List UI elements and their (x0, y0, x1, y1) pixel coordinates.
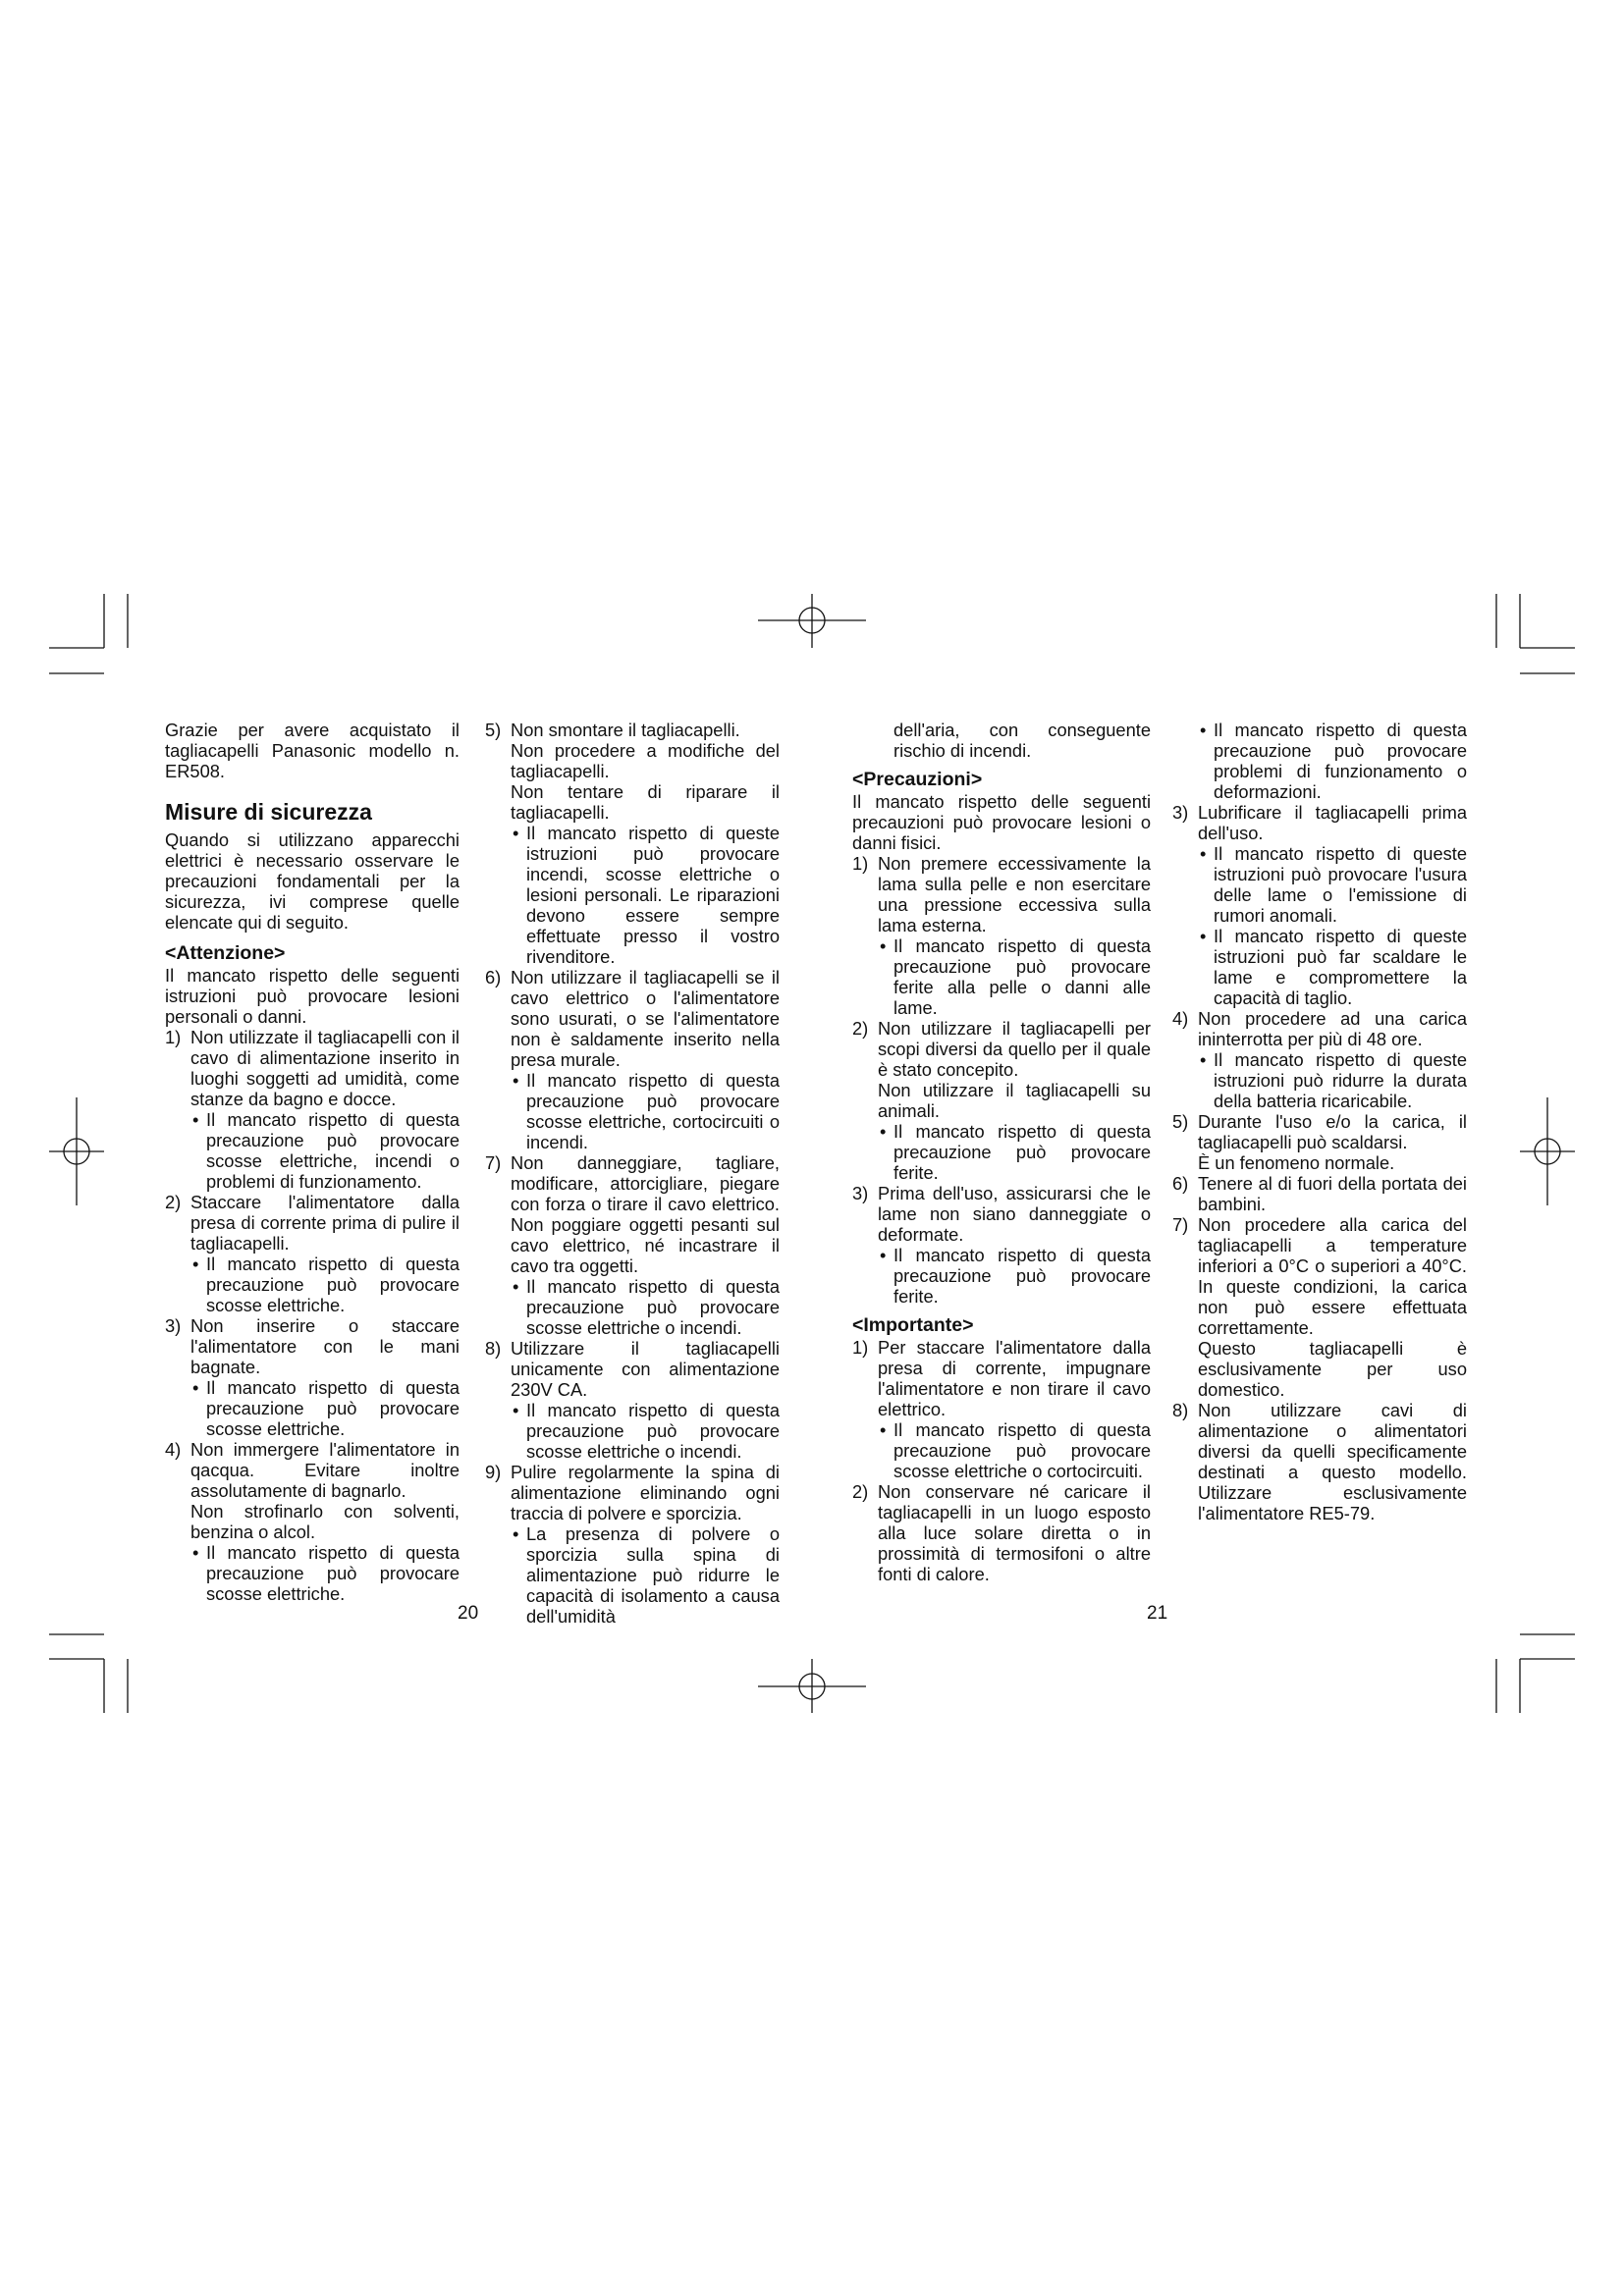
item-number: 5) (485, 720, 502, 740)
item-text-continued: Non utilizzare il tagliacapelli su animali. (878, 1080, 1151, 1121)
item-text: Durante l'uso e/o la carica, il tagliacapelli può scaldarsi. (1198, 1111, 1467, 1152)
item-number: 3) (1172, 802, 1189, 823)
bullet-item (1172, 1049, 1467, 1111)
item-number: 2) (852, 1018, 869, 1039)
list-item (485, 1338, 780, 1400)
page-number-left: 20 (458, 1603, 479, 1624)
item-number: 8) (1172, 1400, 1189, 1420)
bullet-icon: • (192, 1109, 199, 1130)
bullet-item (1172, 926, 1467, 1008)
bullet-item (485, 1400, 780, 1462)
item-text: Lubrificare il tagliacapelli prima dell'uso. (1198, 802, 1467, 843)
bullet-item (485, 1523, 780, 1627)
bullet-item (852, 1245, 1151, 1307)
bullet-text: Il mancato rispetto di questa precauzione può provocare problemi di funzionamento o deformazioni. (1214, 720, 1467, 802)
list-item (165, 1027, 460, 1109)
bullet-text: Il mancato rispetto di queste istruzioni può provocare incendi, scosse elettriche o lesioni personali. Le riparazioni devono essere sempre effettuate presso il vostro rivenditore. (526, 823, 780, 967)
precauzioni-intro: Il mancato rispetto delle seguenti precauzioni può provocare lesioni o danni fisici. (852, 791, 1151, 853)
list-item (852, 1481, 1151, 1584)
item-text: Per staccare l'alimentatore dalla presa di corrente, impugnare l'alimentatore e non tirare il cavo elettrico. (878, 1337, 1151, 1419)
bullet-text: Il mancato rispetto di queste istruzioni può far scaldare le lame e compromettere la capacità di taglio. (1214, 926, 1467, 1008)
section-title: Misure di sicurezza (165, 799, 372, 825)
column-2 (485, 720, 780, 1627)
bullet-icon: • (880, 1121, 887, 1142)
bullet-item (852, 1121, 1151, 1183)
bullet-item (165, 1542, 460, 1604)
bullet-item (165, 1377, 460, 1439)
item-number: 4) (1172, 1008, 1189, 1029)
bullet-text: Il mancato rispetto di questa precauzione può provocare ferite. (893, 1121, 1151, 1183)
item-text: Non utilizzare il tagliacapelli per scopi diversi da quello per il quale è stato concepito. (878, 1018, 1151, 1080)
bullet-icon: • (880, 935, 887, 956)
column-1 (165, 720, 460, 1604)
item-text: Prima dell'uso, assicurarsi che le lame non siano danneggiate o deformate. (878, 1183, 1151, 1245)
list-item (485, 720, 780, 740)
bullet-item (485, 1070, 780, 1152)
list-item (852, 853, 1151, 935)
item-text: Non utilizzare cavi di alimentazione o alimentatori diversi da quelli specificamente destinati a questo modello. Utilizzare esclusivamente l'alimentatore RE5-79. (1198, 1400, 1467, 1523)
item-text-continued: È un fenomeno normale. (1198, 1152, 1395, 1173)
list-item (1172, 1214, 1467, 1338)
bullet-item (852, 1419, 1151, 1481)
item-number: 8) (485, 1338, 502, 1359)
attenzione-heading: <Attenzione> (165, 942, 286, 964)
bullet-text: Il mancato rispetto di queste istruzioni può ridurre la durata della batteria ricaricabile. (1214, 1049, 1467, 1111)
list-item (852, 1337, 1151, 1419)
bullet-text: Il mancato rispetto di questa precauzione può provocare scosse elettriche o incendi. (526, 1400, 780, 1462)
bullet-item (1172, 720, 1467, 802)
item-text: Staccare l'alimentatore dalla presa di corrente prima di pulire il tagliacapelli. (190, 1192, 460, 1254)
item-number: 6) (1172, 1173, 1189, 1194)
bullet-text: Il mancato rispetto di questa precauzione può provocare ferite. (893, 1245, 1151, 1307)
item-text-continued: Questo tagliacapelli è esclusivamente per uso domestico. (1198, 1338, 1467, 1400)
bullet-item (165, 1109, 460, 1192)
bullet-icon: • (513, 1523, 519, 1544)
item-text: Utilizzare il tagliacapelli unicamente con alimentazione 230V CA. (511, 1338, 780, 1400)
bullet-icon: • (192, 1542, 199, 1563)
bullet-item (165, 1254, 460, 1315)
list-item (485, 1462, 780, 1523)
attenzione-intro: Il mancato rispetto delle seguenti istruzioni può provocare lesioni personali o danni. (165, 965, 460, 1027)
list-item (1172, 1111, 1467, 1152)
list-item (485, 1152, 780, 1276)
bullet-text: Il mancato rispetto di questa precauzione può provocare scosse elettriche o cortocircuiti. (893, 1419, 1151, 1481)
item-number: 4) (165, 1439, 182, 1460)
bullet-item (1172, 843, 1467, 926)
bullet-icon: • (513, 1276, 519, 1297)
list-item (165, 1439, 460, 1501)
bullet-text-continued: dell'aria, con conseguente rischio di incendi. (893, 720, 1151, 761)
item-number: 9) (485, 1462, 502, 1482)
item-text-continued: Non tentare di riparare il tagliacapelli. (511, 781, 780, 823)
bullet-text: Il mancato rispetto di questa precauzione può provocare scosse elettriche, incendi o problemi di funzionamento. (206, 1109, 460, 1192)
item-number: 6) (485, 967, 502, 988)
bullet-icon: • (513, 823, 519, 843)
bullet-icon: • (1200, 926, 1207, 946)
item-number: 1) (852, 1337, 869, 1358)
bullet-icon: • (1200, 720, 1207, 740)
column-4 (1172, 720, 1467, 1523)
bullet-icon: • (192, 1254, 199, 1274)
item-number: 1) (852, 853, 869, 874)
list-item (1172, 1400, 1467, 1523)
bullet-icon: • (513, 1070, 519, 1091)
item-number: 3) (165, 1315, 182, 1336)
bullet-icon: • (192, 1377, 199, 1398)
item-text: Non procedere ad una carica ininterrotta per più di 48 ore. (1198, 1008, 1467, 1049)
column-3 (852, 720, 1151, 1584)
page-number-right: 21 (1147, 1603, 1168, 1624)
importante-heading: <Importante> (852, 1314, 974, 1336)
item-number: 2) (852, 1481, 869, 1502)
list-item (1172, 1173, 1467, 1214)
bullet-text: La presenza di polvere o sporcizia sulla spina di alimentazione può ridurre le capacità di isolamento a causa dell'umidità (526, 1523, 780, 1627)
item-text: Non utilizzare il tagliacapelli se il cavo elettrico o l'alimentatore sono usurati, o se l'alimentatore non è saldamente inserito nella presa murale. (511, 967, 780, 1070)
list-item (165, 1315, 460, 1377)
item-number: 3) (852, 1183, 869, 1203)
item-text: Tenere al di fuori della portata dei bambini. (1198, 1173, 1467, 1214)
bullet-text: Il mancato rispetto di questa precauzione può provocare scosse elettriche. (206, 1542, 460, 1604)
item-text: Non inserire o staccare l'alimentatore con le mani bagnate. (190, 1315, 460, 1377)
bullet-text: Il mancato rispetto di questa precauzione può provocare scosse elettriche. (206, 1254, 460, 1315)
item-text-continued: Non procedere a modifiche del tagliacapelli. (511, 740, 780, 781)
bullet-item (485, 1276, 780, 1338)
list-item (485, 967, 780, 1070)
item-number: 2) (165, 1192, 182, 1212)
item-number: 1) (165, 1027, 182, 1047)
bullet-icon: • (513, 1400, 519, 1420)
item-text: Non smontare il tagliacapelli. (511, 720, 740, 740)
item-text: Non conservare né caricare il tagliacapelli in un luogo esposto alla luce solare diretta o in prossimità di termosifoni o altre fonti di calore. (878, 1481, 1151, 1584)
item-text: Non danneggiare, tagliare, modificare, attorcigliare, piegare con forza o tirare il cavo elettrico. Non poggiare oggetti pesanti sul cavo elettrico, né incastrare il cavo tra oggetti. (511, 1152, 780, 1276)
intro-text: Grazie per avere acquistato il tagliacapelli Panasonic modello n. ER508. (165, 720, 460, 781)
list-item (1172, 1008, 1467, 1049)
bullet-icon: • (1200, 1049, 1207, 1070)
precauzioni-heading: <Precauzioni> (852, 769, 983, 790)
bullet-text: Il mancato rispetto di questa precauzione può provocare scosse elettriche, cortocircuiti o incendi. (526, 1070, 780, 1152)
bullet-icon: • (1200, 843, 1207, 864)
bullet-text: Il mancato rispetto di questa precauzione può provocare scosse elettriche o incendi. (526, 1276, 780, 1338)
list-item (165, 1192, 460, 1254)
bullet-icon: • (880, 1245, 887, 1265)
item-number: 5) (1172, 1111, 1189, 1132)
item-text: Pulire regolarmente la spina di alimentazione eliminando ogni traccia di polvere e sporcizia. (511, 1462, 780, 1523)
item-number: 7) (485, 1152, 502, 1173)
bullet-icon: • (880, 1419, 887, 1440)
item-text: Non utilizzate il tagliacapelli con il cavo di alimentazione inserito in luoghi soggetti ad umidità, come stanze da bagno e docce. (190, 1027, 460, 1109)
item-text: Non premere eccessivamente la lama sulla pelle e non esercitare una pressione eccessiva sulla lama esterna. (878, 853, 1151, 935)
bullet-text: Il mancato rispetto di queste istruzioni può provocare l'usura delle lame o l'emissione di rumori anomali. (1214, 843, 1467, 926)
bullet-item (485, 823, 780, 967)
item-text: Non procedere alla carica del tagliacapelli a temperature inferiori a 0°C o superiori a 40°C. In queste condizioni, la carica non può essere effettuata correttamente. (1198, 1214, 1467, 1338)
bullet-text: Il mancato rispetto di questa precauzione può provocare scosse elettriche. (206, 1377, 460, 1439)
list-item (1172, 802, 1467, 843)
list-item (852, 1018, 1151, 1080)
item-number: 7) (1172, 1214, 1189, 1235)
bullet-item (852, 935, 1151, 1018)
section-intro: Quando si utilizzano apparecchi elettrici è necessario osservare le precauzioni fondamentali per la sicurezza, ivi comprese quelle elencate qui di seguito. (165, 829, 460, 933)
item-text: Non immergere l'alimentatore in qacqua. Evitare inoltre assolutamente di bagnarlo. (190, 1439, 460, 1501)
item-text-continued: Non strofinarlo con solventi, benzina o alcol. (190, 1501, 460, 1542)
list-item (852, 1183, 1151, 1245)
bullet-text: Il mancato rispetto di questa precauzione può provocare ferite alla pelle o danni alle lame. (893, 935, 1151, 1018)
